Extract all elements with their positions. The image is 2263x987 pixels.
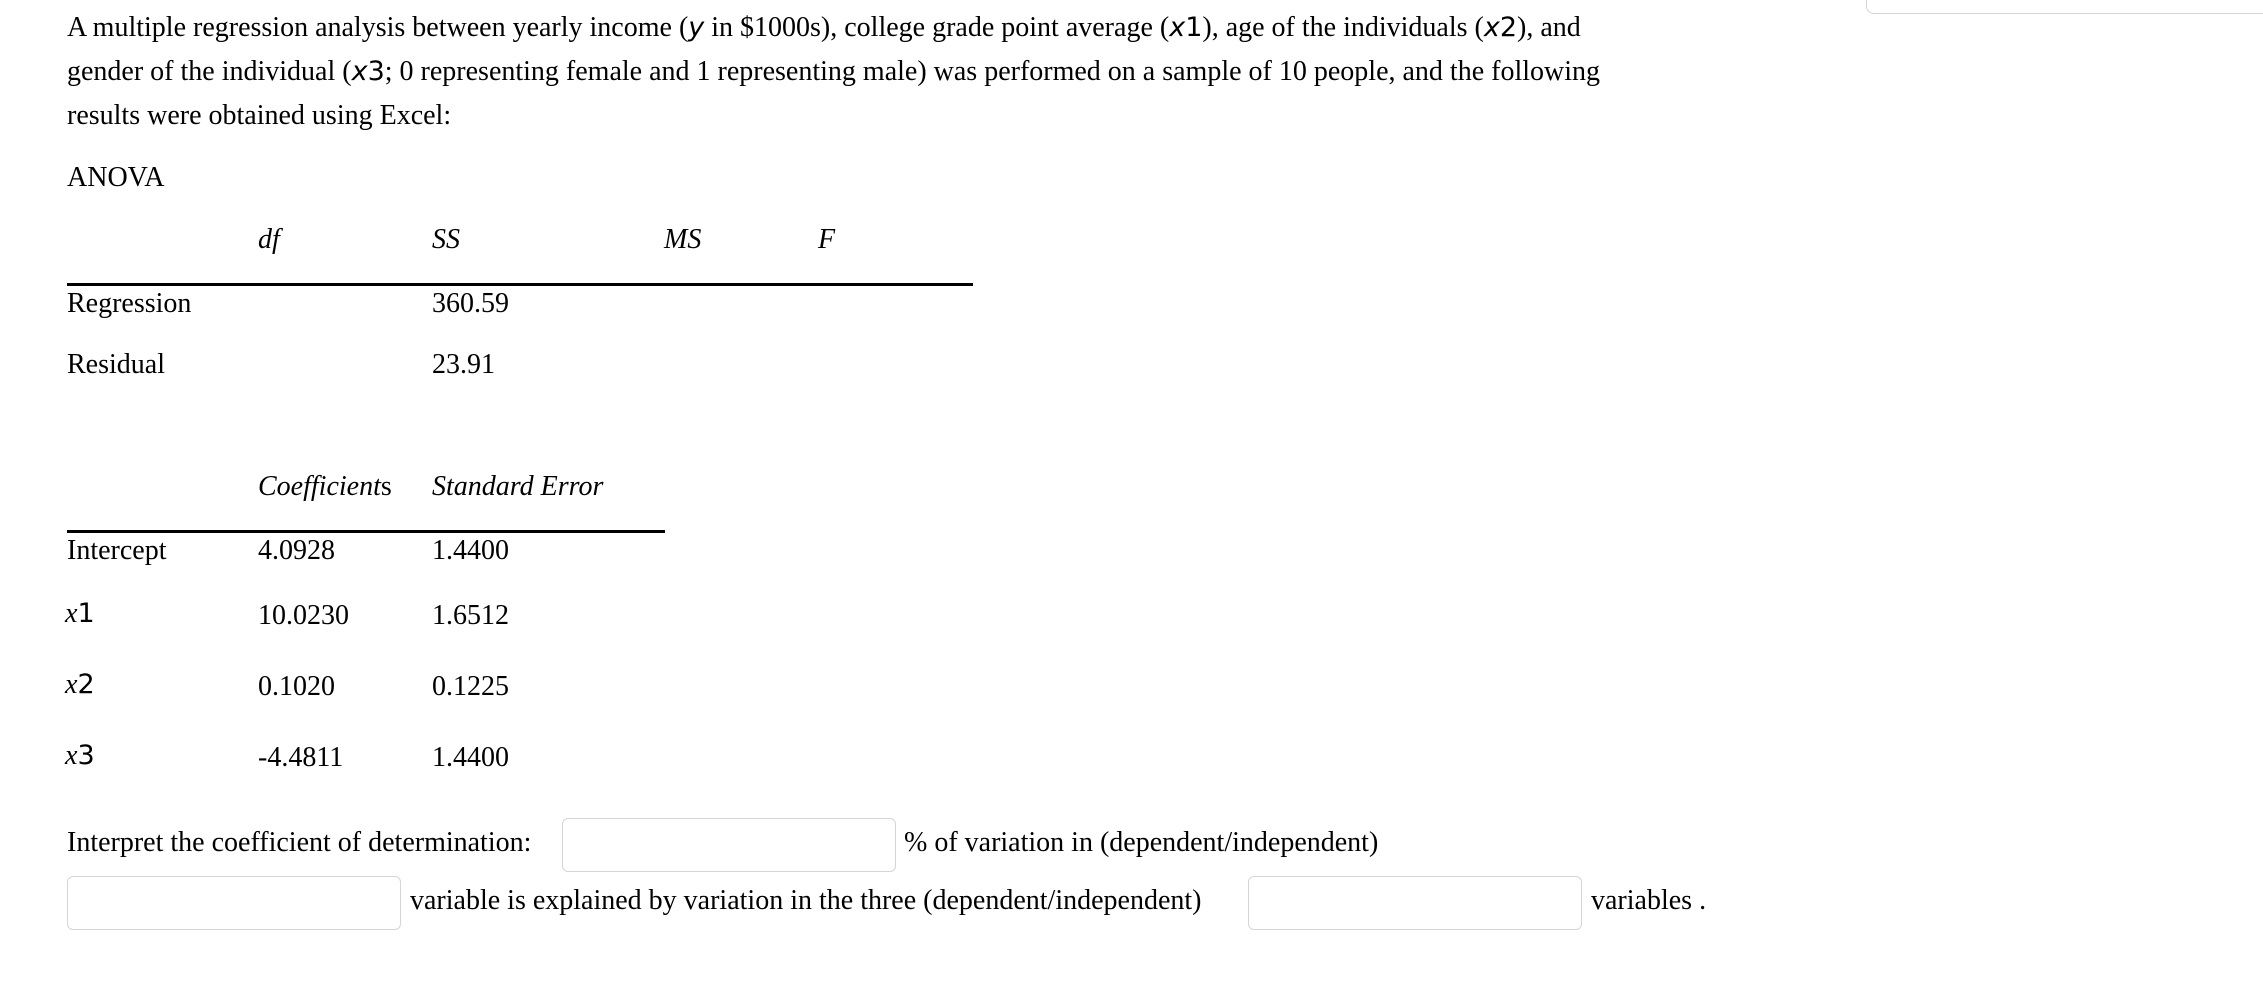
coef-header-rule [67, 530, 665, 533]
dependent-independent-input-2[interactable] [1248, 876, 1582, 930]
coef-row-intercept-se: 1.4400 [432, 535, 509, 566]
anova-title: ANOVA [67, 162, 165, 193]
problem-line-3: results were obtained using Excel: [67, 100, 452, 131]
coef-row-x2-value: 0.1020 [258, 671, 335, 702]
anova-header-ss: SS [432, 224, 460, 255]
question-text-after-field-3: variables . [1591, 885, 1707, 916]
anova-row-residual-label: Residual [67, 349, 165, 380]
coef-row-intercept-label: Intercept [67, 535, 167, 566]
coef-header-standard-error: Standard Error [432, 471, 604, 502]
anova-row-residual-ss: 23.91 [432, 349, 495, 380]
coef-row-x1-label: x1 [65, 598, 95, 629]
anova-header-f: F [818, 224, 836, 255]
problem-line-2: gender of the individual (x3; 0 representing female and 1 representing male) was performed on a sample of 10 people, and the following [67, 56, 1601, 87]
coef-row-x3-label: x3 [65, 740, 95, 771]
coef-row-x1-value: 10.0230 [258, 600, 349, 631]
anova-row-regression-ss: 360.59 [432, 288, 509, 319]
y-variable: y [688, 12, 705, 43]
coef-row-x1-se: 1.6512 [432, 600, 509, 631]
anova-header-ms: MS [664, 224, 702, 255]
coef-row-x2-se: 0.1225 [432, 671, 509, 702]
anova-header-df: df [258, 224, 280, 255]
coef-header-coefficients: Coefficients [258, 471, 392, 502]
coef-row-x3-value: -4.4811 [258, 742, 344, 773]
anova-header-rule [67, 283, 973, 286]
anova-row-regression-label: Regression [67, 288, 192, 319]
question-text-after-field-2: variable is explained by variation in the three (dependent/independent) [410, 885, 1202, 916]
coef-row-intercept-value: 4.0928 [258, 535, 335, 566]
question-prompt: Interpret the coefficient of determination: [67, 827, 532, 858]
coef-row-x3-se: 1.4400 [432, 742, 509, 773]
coef-row-x2-label: x2 [65, 669, 95, 700]
question-text-after-field-1: % of variation in (dependent/independent) [904, 827, 1379, 858]
dependent-independent-input-1[interactable] [67, 876, 401, 930]
problem-line-1: A multiple regression analysis between yearly income (y in $1000s), college grade point average (x1), age of the individuals (x2), and [67, 12, 1581, 43]
top-right-panel-edge [1866, 0, 2263, 14]
percent-variation-input[interactable] [562, 818, 896, 872]
